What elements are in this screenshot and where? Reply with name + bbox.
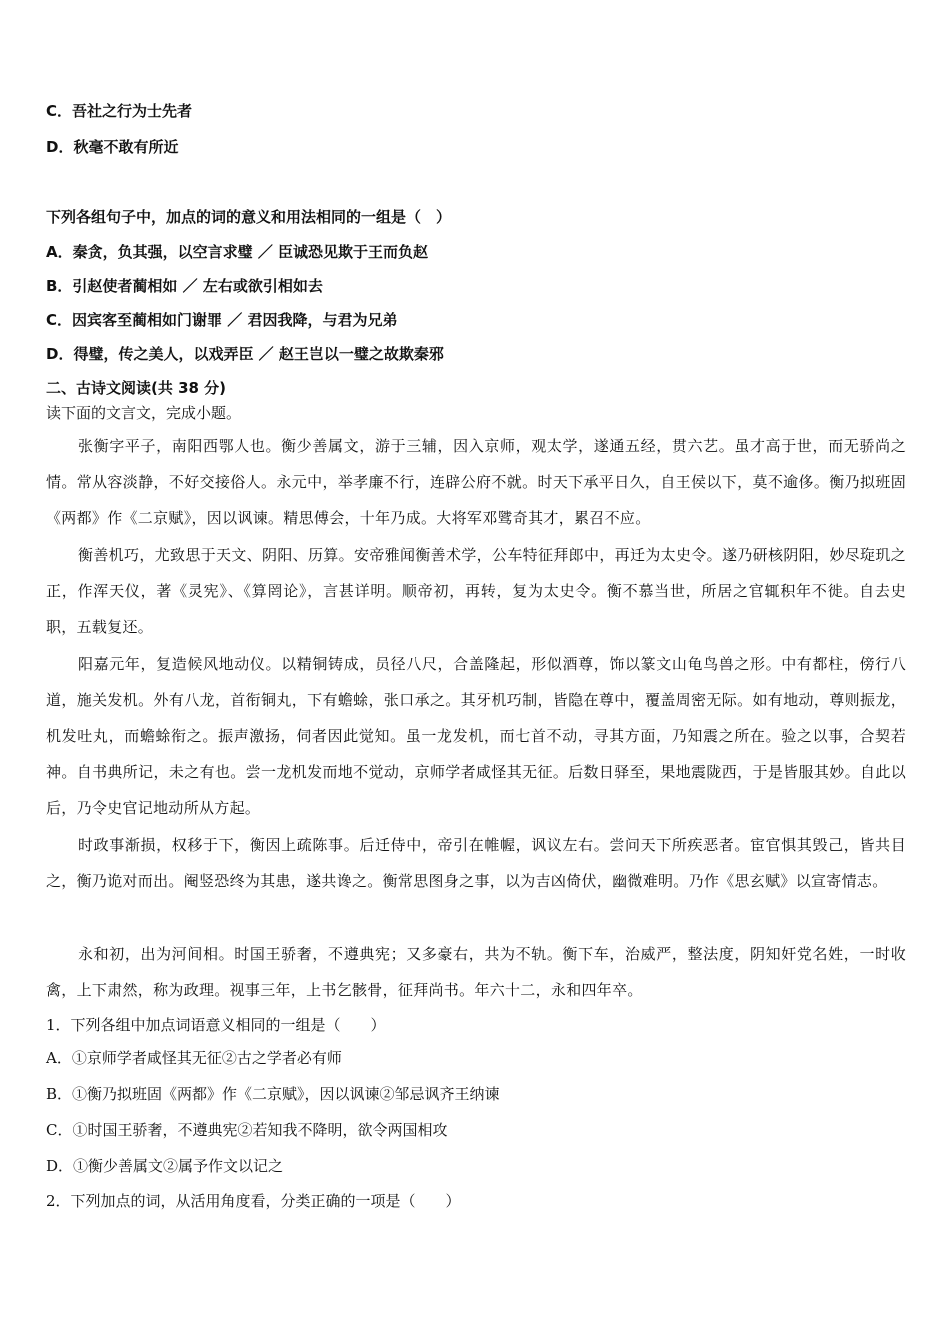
passage-paragraph-4: 时政事渐损，权移于下，衡因上疏陈事。后迁侍中，帝引在帷幄，讽议左右。尝问天下所疾恶者。宦官惧其毁己，皆共目之，衡乃诡对而出。阉竖恐终为其患，遂共谗之。衡常思图身之事，以为吉凶倚伏，幽微难明。乃作《思玄赋》以宣寄情志。 bbox=[46, 836, 906, 890]
word-usage-option-d: D．得璧，传之美人，以戏弄臣 ／ 赵王岂以一璧之故欺秦邪 bbox=[46, 345, 444, 363]
question-1-option-b: B．①衡乃拟班固《两都》作《二京赋》，因以讽谏②邹忌讽齐王纳谏 bbox=[46, 1085, 500, 1103]
passage-paragraph-1: 张衡字平子，南阳西鄂人也。衡少善属文，游于三辅，因入京师，观太学，遂通五经，贯六艺。虽才高于世，而无骄尚之情。常从容淡静，不好交接俗人。永元中，举孝廉不行，连辟公府不就。时天下承平日久，自王侯以下，莫不逾侈。衡乃拟班固《两都》作《二京赋》，因以讽谏。精思傅会，十年乃成。大将军邓骘奇其才，累召不应。 bbox=[46, 437, 906, 527]
prev-option-b: C．吾社之行为士先者 bbox=[46, 102, 193, 120]
word-usage-option-b: B．引赵使者蔺相如 ／ 左右或欲引相如去 bbox=[46, 277, 323, 295]
passage-paragraph-5: 永和初，出为河间相。时国王骄奢，不遵典宪；又多豪右，共为不轨。衡下车，治威严，整法度，阴知奸党名姓，一时收禽，上下肃然，称为政理。视事三年，上书乞骸骨，征拜尚书。年六十二，永和四年卒。 bbox=[46, 945, 906, 999]
prev-option-c: D．秋毫不敢有所近 bbox=[46, 138, 179, 156]
passage-paragraph-3: 阳嘉元年，复造候风地动仪。以精铜铸成，员径八尺，合盖隆起，形似酒尊，饰以篆文山龟鸟兽之形。中有都柱，傍行八道，施关发机。外有八龙，首衔铜丸，下有蟾蜍，张口承之。其牙机巧制，皆隐在尊中，覆盖周密无际。如有地动，尊则振龙，机发吐丸，而蟾蜍衔之。振声激扬，伺者因此觉知。虽一龙发机，而七首不动，寻其方面，乃知震之所在。验之以事，合契若神。自书典所记，未之有也。尝一龙机发而地不觉动，京师学者咸怪其无征。后数日驿至，果地震陇西，于是皆服其妙。自此以后，乃令史官记地动所从方起。 bbox=[46, 655, 906, 817]
section-two-title: 二、古诗文阅读(共 38 分) bbox=[46, 379, 227, 397]
passage-paragraph-2: 衡善机巧，尤致思于天文、阴阳、历算。安帝雅闻衡善术学，公车特征拜郎中，再迁为太史令。遂乃研核阴阳，妙尽琁玑之正，作浑天仪，著《灵宪》、《算罔论》，言甚详明。顺帝初，再转，复为太史令。衡不慕当世，所居之官辄积年不徙。自去史职，五载复还。 bbox=[46, 546, 906, 636]
question-1-stem: 1．下列各组中加点词语意义相同的一组是（ ） bbox=[46, 1016, 386, 1034]
word-usage-question-stem: 下列各组句子中，加点的词的意义和用法相同的一组是（ ） bbox=[46, 208, 452, 226]
question-1-option-d: D．①衡少善属文②属予作文以记之 bbox=[46, 1157, 284, 1175]
question-1-option-a: A．①京师学者咸怪其无征②古之学者必有师 bbox=[46, 1049, 342, 1067]
word-usage-option-c: C．因宾客至蔺相如门谢罪 ／ 君因我降，与君为兄弟 bbox=[46, 311, 398, 329]
question-1-option-c: C．①时国王骄奢，不遵典宪②若知我不降明，欲令两国相攻 bbox=[46, 1121, 448, 1139]
question-2-stem: 2．下列加点的词，从活用角度看，分类正确的一项是（ ） bbox=[46, 1192, 461, 1210]
word-usage-option-a: A．秦贪，负其强，以空言求璧 ／ 臣诚恐见欺于王而负赵 bbox=[46, 243, 429, 261]
section-two-instruction: 读下面的文言文，完成小题。 bbox=[46, 404, 242, 422]
